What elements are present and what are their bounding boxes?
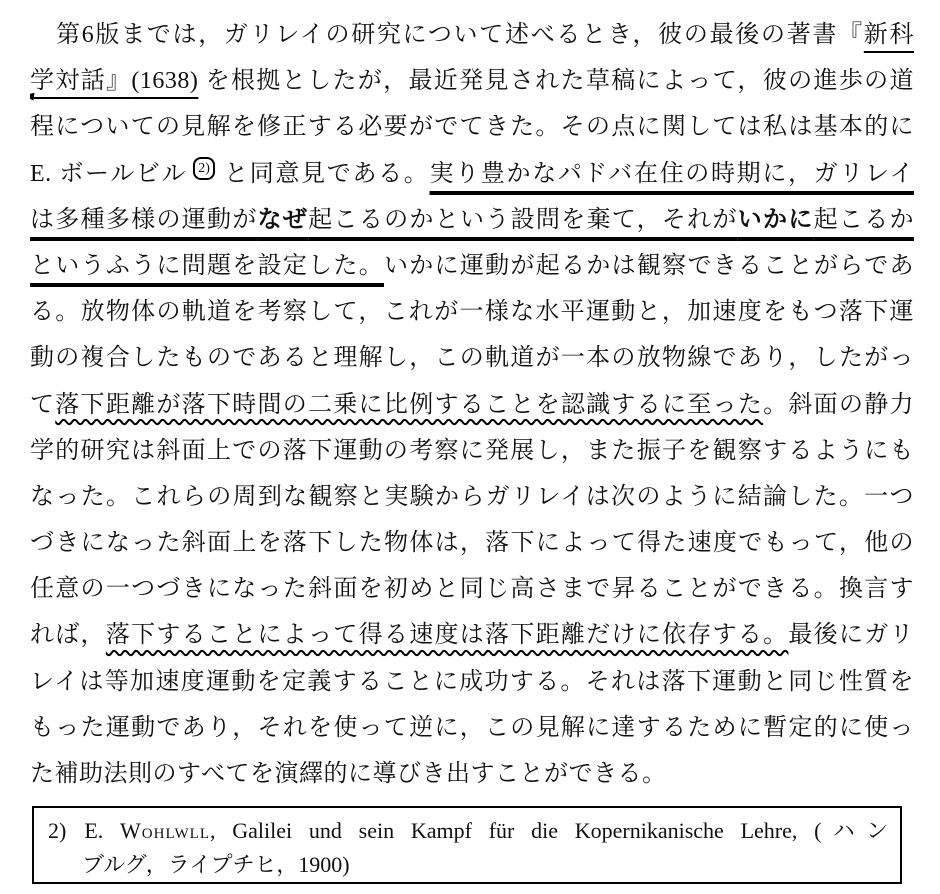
underlined-text: は多種多様の運動が	[30, 206, 258, 233]
paragraph-line-6	[30, 243, 914, 289]
text-segment: 程についての見解を修正する必要がでてきた。その点に関しては私は基本的に	[30, 114, 914, 141]
text-segment: レイは等加速度運動を定義することに成功する。それは落下運動と同じ性質を	[30, 668, 914, 695]
text-segment: と同意見である。	[222, 160, 430, 187]
paragraph-line-15	[30, 659, 914, 705]
emphasis-text: Wohlwll	[120, 818, 210, 843]
paragraph-line-1	[30, 12, 914, 58]
underlined-text: 新科	[863, 22, 914, 48]
paragraph-line-8	[30, 335, 914, 381]
text-segment: E. ボールビル	[30, 160, 188, 187]
underlined-text: 起こるか	[813, 206, 914, 233]
footnote-line-2	[48, 848, 888, 882]
paragraph-line-14	[30, 612, 914, 658]
text-segment: 最後にガリ	[788, 622, 914, 649]
footnote-ref-2: 2)	[193, 157, 215, 180]
paragraph-line-5	[30, 197, 914, 243]
underlined-text: 学対話』	[30, 68, 132, 95]
text-segment: て	[30, 391, 56, 418]
text-segment: ブルグ，ライプチヒ，1900)	[82, 852, 350, 877]
paragraph-line-11	[30, 474, 914, 520]
text-segment: を根拠としたが，最近発見された草稿によって，彼の進歩の道	[198, 68, 914, 95]
underlined-text: 実り豊かなパドバ在住の時期に，ガリレイ	[429, 160, 914, 187]
underlined-text: 落下することによって得る速度は落下距離だけに依存する。	[105, 622, 789, 649]
text-segment: 。斜面の静力	[763, 391, 914, 418]
text-segment: る。放物体の軌道を考察して，これが一様な水平運動と，加速度をもつ落下運	[30, 299, 914, 326]
paragraph-line-17	[30, 751, 914, 797]
footnote-line-1	[48, 814, 888, 848]
text-segment: 第6版までは，ガリレイの研究について述べるとき，彼の最後の著書『	[56, 22, 864, 48]
underlined-text: いかに	[737, 206, 814, 233]
paragraph-line-13	[30, 566, 914, 612]
underlined-text: 起こるのかという設問を棄て，それが	[308, 206, 738, 233]
paragraph-line-12	[30, 520, 914, 566]
paragraph-line-10	[30, 428, 914, 474]
text-segment: づきになった斜面上を落下した物体は，落下によって得た速度でもって，他の	[30, 530, 914, 557]
text-segment: なった。これらの周到な観察と実験からガリレイは次のように結論した。一つ	[30, 483, 914, 510]
underlined-text: 落下距離が落下時間の二乗に比例することを認識するに至った	[55, 391, 764, 418]
footnote-box	[32, 806, 902, 884]
text-segment: れば，	[30, 622, 106, 649]
underlined-text: (1638)	[131, 68, 199, 95]
paragraph-line-7	[30, 289, 914, 335]
text-segment: もった運動であり，それを使って逆に，この見解に達するために暫定的に使っ	[30, 714, 914, 741]
text-segment: 任意の一つづきになった斜面を初めと同じ高さまで昇ることができる。換言す	[30, 576, 914, 603]
footnote-number: 2)	[48, 818, 67, 843]
text-segment: いかに運動が起るかは観察できることがらであ	[384, 252, 914, 279]
paragraph-line-16	[30, 705, 914, 751]
paragraph-line-3	[30, 104, 914, 150]
text-segment: 学的研究は斜面上での落下運動の考察に発展し，また振子を観察するようにも	[30, 437, 914, 464]
paragraph-line-9	[30, 382, 914, 428]
underlined-text: なぜ	[257, 206, 309, 233]
text-segment: た補助法則のすべてを演繹的に導びき出すことができる。	[30, 761, 667, 787]
main-paragraph	[30, 12, 914, 797]
text-segment: E.	[84, 818, 121, 843]
text-segment: 動の複合したものであると理解し，この軌道が一本の放物線であり，したがっ	[30, 345, 914, 372]
paragraph-line-4	[30, 151, 914, 197]
text-segment: , Galilei und sein Kampf für die Kopernikanische Lehre, (ハン	[210, 818, 888, 843]
underlined-text: というふうに問題を設定した。	[30, 252, 385, 279]
paragraph-line-2	[30, 58, 914, 104]
